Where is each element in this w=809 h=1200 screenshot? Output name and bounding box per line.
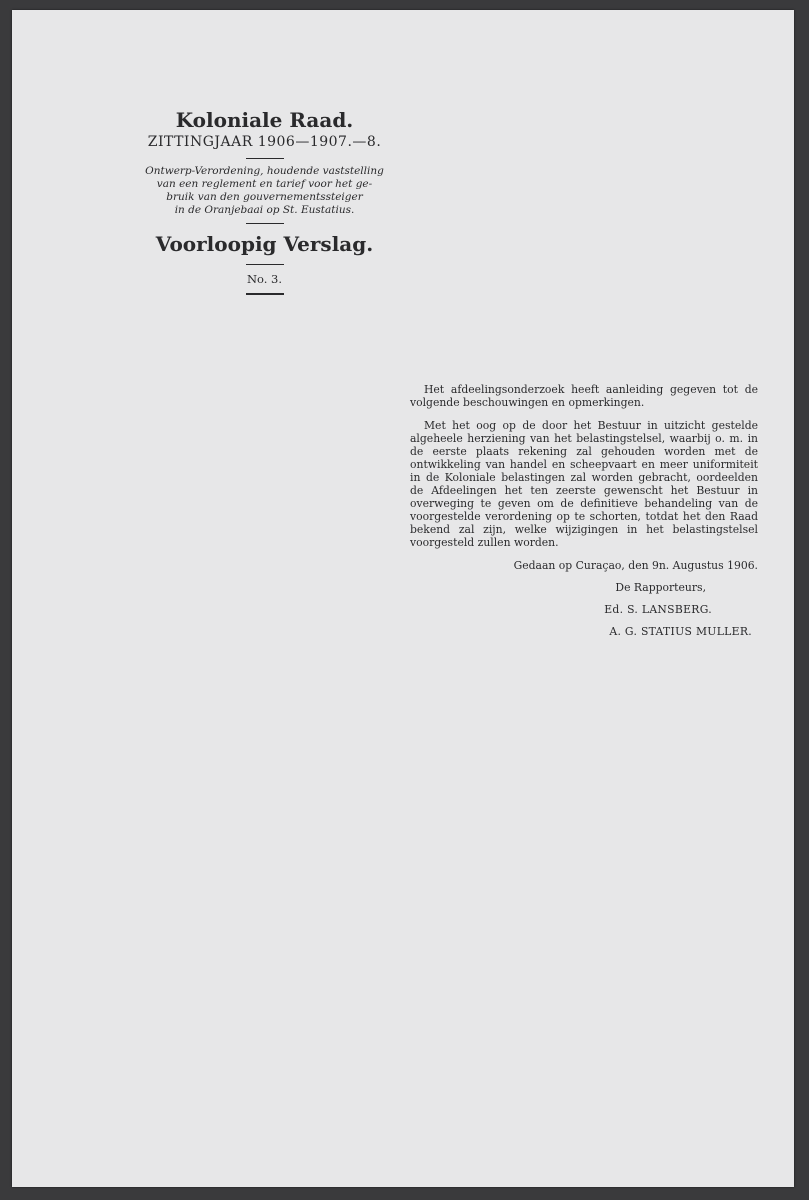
subject-line: bruik van den gouvernementssteiger xyxy=(166,191,363,203)
document-page xyxy=(12,10,794,1187)
divider-rule xyxy=(246,158,284,159)
place-date: Gedaan op Curaçao, den 9n. Augustus 1906. xyxy=(513,559,758,572)
signatory-2: A. G. STATIUS MULLER. xyxy=(609,625,752,638)
subject-line: Ontwerp-Verordening, houdende vaststelling xyxy=(145,165,384,177)
body-paragraph: Met het oog op de door het Bestuur in uitzicht gestelde algeheele herziening van het belastingstelsel, waarbij o. m. in de eerste plaats rekening zal gehouden worden met de ontwikkeling van handel en scheepvaart en meer uniformiteit in de Koloniale belastingen zal worden gebracht, oordeelden de Afdeelingen het ten zeerste gewenscht het Bestuur in overweging te geven om de definitieve behandeling van de voorgestelde verordening op te schorten, totdat het den Raad bekend zal zijn, welke wijzigingen in het belastingstelsel voorgesteld zullen worden. xyxy=(410,419,758,549)
document-header xyxy=(122,108,407,301)
report-title: Voorloopig Verslag. xyxy=(155,232,374,256)
rapporteurs-label: De Rapporteurs, xyxy=(615,581,706,594)
closing-block xyxy=(410,559,758,638)
divider-rule xyxy=(246,264,284,265)
council-title: Koloniale Raad. xyxy=(175,108,354,132)
report-body xyxy=(410,383,758,647)
subject-line: in de Oranjebaai op St. Eustatius. xyxy=(174,204,355,216)
signatory-1: Ed. S. LANSBERG. xyxy=(604,603,712,616)
body-paragraph: Het afdeelingsonderzoek heeft aanleiding gegeven tot de volgende beschouwingen en opmerkingen. xyxy=(410,383,758,409)
divider-rule xyxy=(246,293,284,295)
document-number: No. 3. xyxy=(246,272,283,286)
subject-line: van een reglement en tarief voor het ge- xyxy=(156,178,373,190)
divider-rule xyxy=(246,223,284,224)
session-year: ZITTINGJAAR 1906—1907.—8. xyxy=(147,134,382,150)
subject-text xyxy=(122,165,407,217)
